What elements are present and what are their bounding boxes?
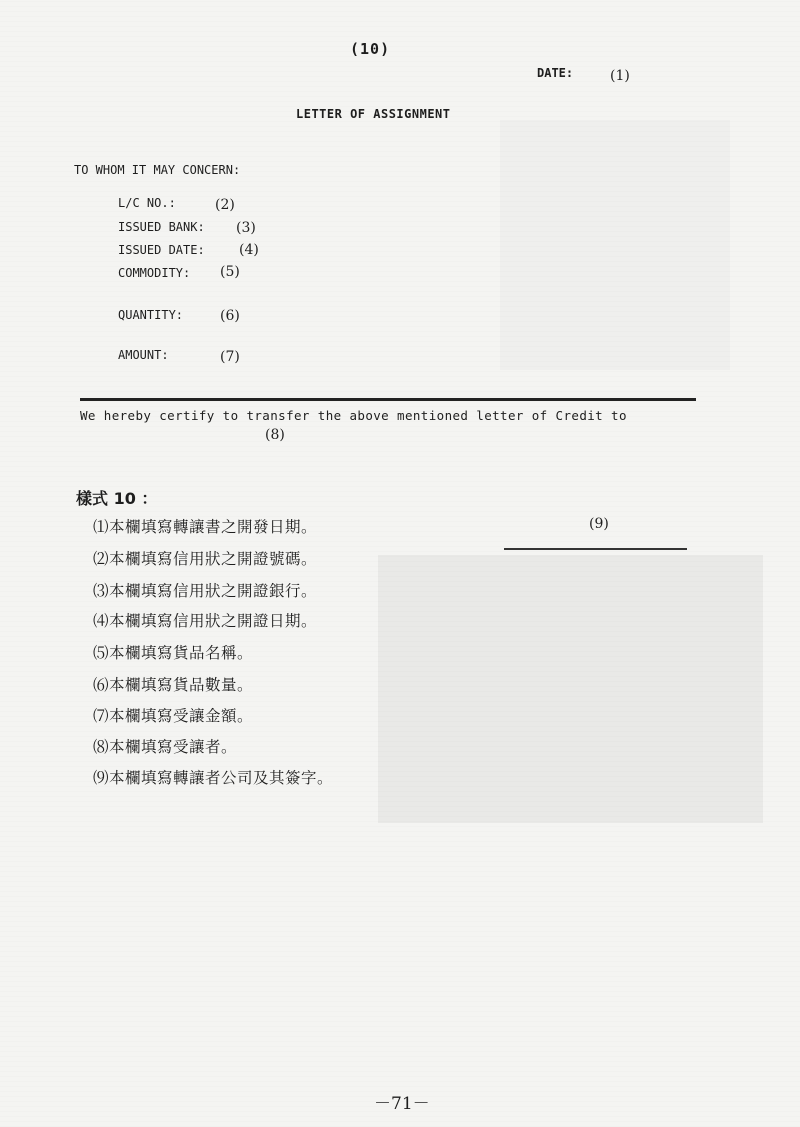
field-mark-amount: (7) — [220, 349, 240, 365]
field-mark-issued-bank: (3) — [236, 220, 256, 236]
date-label: DATE: — [537, 66, 574, 80]
instruction-item: ⑼本欄填寫轉讓者公司及其簽字。 — [93, 769, 334, 787]
field-mark-issued-date: (4) — [239, 242, 259, 258]
date-mark: (1) — [610, 68, 630, 84]
instruction-item: ⑹本欄填寫貨品數量。 — [93, 676, 254, 694]
transferee-mark: (8) — [265, 427, 285, 443]
letter-title: LETTER OF ASSIGNMENT — [296, 107, 451, 121]
signature-mark: (9) — [589, 516, 609, 532]
certify-statement: We hereby certify to transfer the above mentioned letter of Credit to — [80, 408, 627, 423]
instruction-item: ⑻本欄填寫受讓者。 — [93, 738, 238, 756]
instruction-item: ⑸本欄填寫貨品名稱。 — [93, 644, 254, 662]
field-label-quantity: QUANTITY: — [118, 308, 184, 322]
divider-rule — [80, 398, 696, 401]
salutation: TO WHOM IT MAY CONCERN: — [74, 163, 241, 177]
instruction-item: ⑴本欄填寫轉讓書之開發日期。 — [93, 518, 318, 536]
field-mark-lc-no: (2) — [215, 197, 235, 213]
field-label-issued-date: ISSUED DATE: — [118, 243, 205, 257]
field-label-commodity: COMMODITY: — [118, 266, 191, 280]
scan-bleed-through — [378, 555, 763, 823]
instructions-title: 樣式 10 ： — [76, 489, 158, 508]
field-label-amount: AMOUNT: — [118, 348, 169, 362]
instruction-item: ⑺本欄填寫受讓金額。 — [93, 707, 254, 725]
instruction-item: ⑵本欄填寫信用狀之開證號碼。 — [93, 550, 318, 568]
instruction-item: ⑷本欄填寫信用狀之開證日期。 — [93, 612, 318, 630]
scan-bleed-through-top — [500, 120, 730, 370]
field-label-lc-no: L/C NO.: — [118, 196, 176, 210]
instruction-item: ⑶本欄填寫信用狀之開證銀行。 — [93, 582, 318, 600]
field-mark-commodity: (5) — [220, 264, 240, 280]
signature-line — [504, 548, 687, 550]
field-label-issued-bank: ISSUED BANK: — [118, 220, 205, 234]
page-number: －71－ — [374, 1094, 430, 1114]
form-number: (10) — [350, 40, 391, 58]
field-mark-quantity: (6) — [220, 308, 240, 324]
